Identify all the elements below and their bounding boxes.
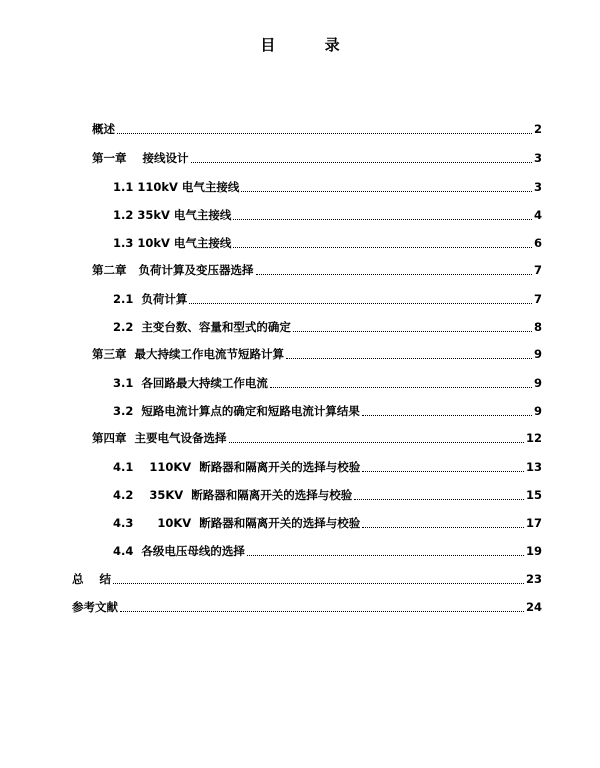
toc-entry-3-1[interactable] — [113, 376, 542, 390]
toc-leader-dots — [113, 570, 524, 584]
toc-entry-label: 1.1 110kV 电气主接线 — [113, 180, 240, 194]
toc-page-number: 8 — [533, 320, 542, 334]
toc-page-number: 15 — [525, 488, 542, 502]
toc-leader-dots — [233, 234, 532, 248]
toc-leader-dots — [191, 149, 532, 163]
toc-leader-dots — [270, 374, 532, 388]
toc-leader-dots — [233, 206, 532, 220]
toc-leader-dots — [247, 542, 524, 556]
toc-page-number: 4 — [533, 208, 542, 222]
toc-entry-label: 4.1 110KV 断路器和隔离开关的选择与校验 — [113, 460, 361, 474]
toc-leader-dots — [229, 429, 524, 443]
toc-entry-label: 总 结 — [72, 572, 112, 586]
toc-leader-dots — [362, 514, 524, 528]
toc-entry-4-4[interactable] — [113, 544, 542, 558]
toc-page-number: 23 — [525, 572, 542, 586]
toc-page-number: 9 — [533, 347, 542, 361]
toc-page-number: 9 — [533, 404, 542, 418]
toc-leader-dots — [241, 178, 532, 192]
toc-entry-chapter-2[interactable] — [92, 263, 542, 277]
toc-page-number: 17 — [525, 516, 542, 530]
toc-entry-2-1[interactable] — [113, 292, 542, 306]
toc-leader-dots — [256, 261, 532, 275]
toc-entry-label: 3.2 短路电流计算点的确定和短路电流计算结果 — [113, 404, 360, 418]
toc-title: 目 录 — [260, 36, 362, 54]
toc-entry-label: 概述 — [92, 122, 115, 136]
toc-page-number: 24 — [525, 600, 542, 614]
toc-entry-label: 3.1 各回路最大持续工作电流 — [113, 376, 268, 390]
toc-leader-dots — [362, 458, 524, 472]
toc-page-number: 3 — [533, 180, 542, 194]
toc-entry-label: 4.3 10KV 断路器和隔离开关的选择与校验 — [113, 516, 361, 530]
toc-entry-summary[interactable] — [72, 572, 542, 586]
toc-entry-label: 1.2 35kV 电气主接线 — [113, 208, 232, 222]
toc-page-number: 3 — [533, 151, 542, 165]
toc-page-number: 7 — [533, 292, 542, 306]
toc-entry-label: 4.4 各级电压母线的选择 — [113, 544, 245, 558]
toc-entry-4-1[interactable] — [113, 460, 542, 474]
toc-page-number: 12 — [525, 431, 542, 445]
toc-entry-overview[interactable] — [92, 122, 542, 136]
toc-page-number: 6 — [533, 236, 542, 250]
toc-page-number: 7 — [533, 263, 542, 277]
toc-entry-label: 4.2 35KV 断路器和隔离开关的选择与校验 — [113, 488, 353, 502]
toc-entry-1-1[interactable] — [113, 180, 542, 194]
toc-entry-label: 2.1 负荷计算 — [113, 292, 188, 306]
toc-leader-dots — [189, 290, 532, 304]
toc-entry-references[interactable] — [72, 600, 542, 614]
toc-page-number: 2 — [533, 122, 542, 136]
toc-entry-chapter-1[interactable] — [92, 151, 542, 165]
toc-entry-chapter-3[interactable] — [92, 347, 542, 361]
toc-entry-label: 第一章 接线设计 — [92, 151, 189, 165]
toc-entry-2-2[interactable] — [113, 320, 542, 334]
toc-leader-dots — [120, 598, 524, 612]
toc-entry-1-3[interactable] — [113, 236, 542, 250]
toc-entry-chapter-4[interactable] — [92, 431, 542, 445]
toc-entry-label: 第三章 最大持续工作电流节短路计算 — [92, 347, 285, 361]
toc-entry-4-2[interactable] — [113, 488, 542, 502]
toc-entry-4-3[interactable] — [113, 516, 542, 530]
toc-entry-label: 第二章 负荷计算及变压器选择 — [92, 263, 254, 277]
toc-leader-dots — [117, 120, 532, 134]
toc-leader-dots — [293, 318, 532, 332]
toc-entry-1-2[interactable] — [113, 208, 542, 222]
toc-entry-3-2[interactable] — [113, 404, 542, 418]
toc-page-number: 13 — [525, 460, 542, 474]
toc-leader-dots — [354, 486, 524, 500]
toc-entry-label: 参考文献 — [72, 600, 118, 614]
toc-entry-label: 2.2 主变台数、容量和型式的确定 — [113, 320, 291, 334]
toc-leader-dots — [286, 345, 532, 359]
toc-entry-label: 1.3 10kV 电气主接线 — [113, 236, 232, 250]
toc-leader-dots — [362, 402, 532, 416]
toc-page-number: 9 — [533, 376, 542, 390]
toc-page-number: 19 — [525, 544, 542, 558]
toc-entry-label: 第四章 主要电气设备选择 — [92, 431, 227, 445]
